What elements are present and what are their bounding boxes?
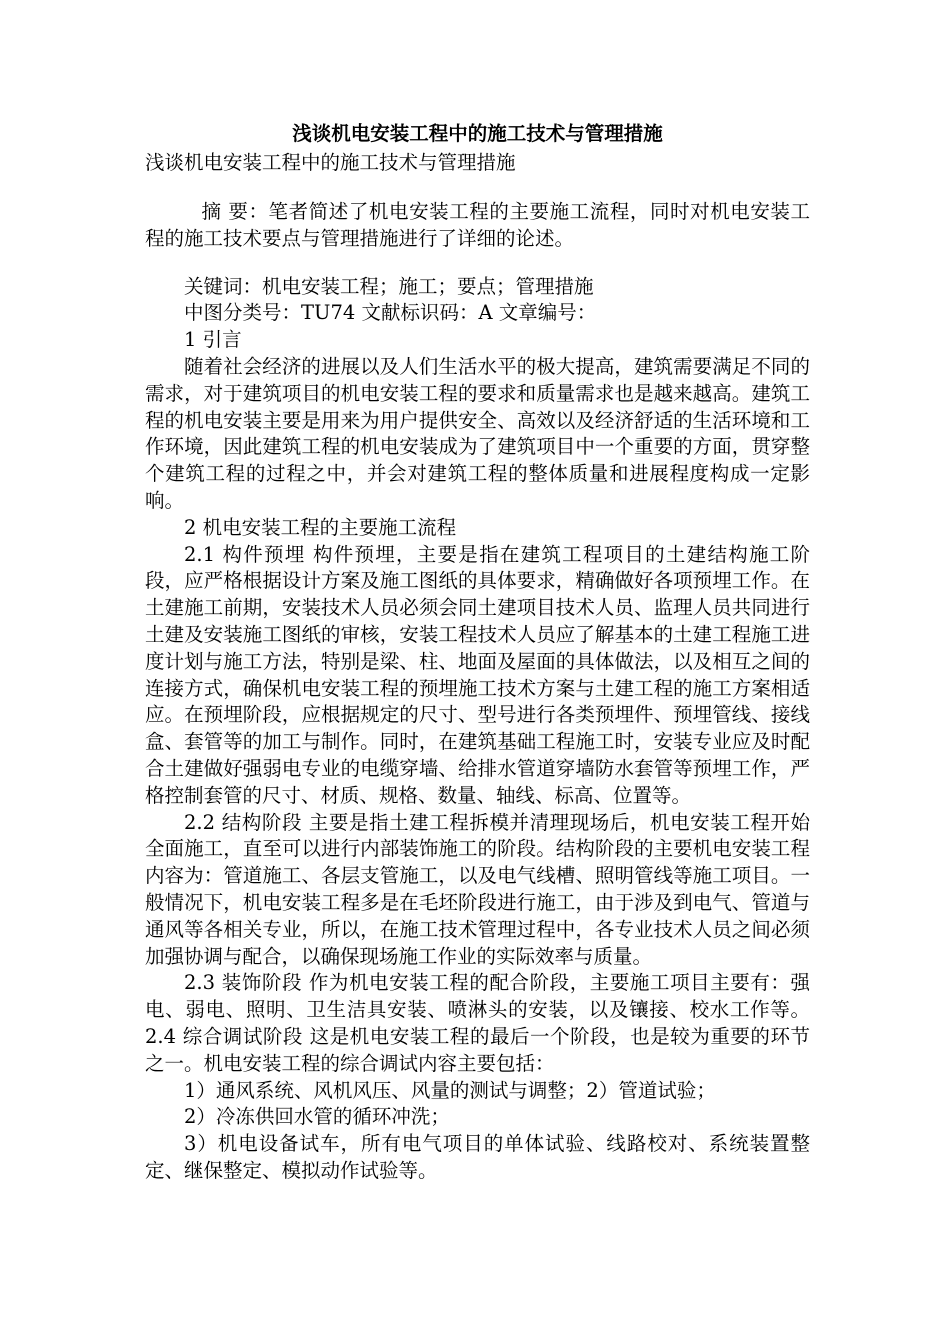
section1-heading: 1 引言 bbox=[184, 328, 242, 352]
list-item: 2）冷冻供回水管的循环冲洗； bbox=[184, 1105, 450, 1129]
list-item: 1）通风系统、风机风压、风量的测试与调整；2）管道试验； bbox=[184, 1078, 716, 1102]
section2-3-paragraph: 2.3 装饰阶段 作为机电安装工程的配合阶段，主要施工项目主要有：强电、弱电、照明、卫生洁具安装、喷淋头的安装，以及镶接、校水工作等。 2.4 综合调试阶段 这是机电安装工程的最后一个阶段，也是较为重要的环节之一。机电安装工程的综合调试内容主要包括： bbox=[145, 971, 810, 1075]
document-subtitle: 浅谈机电安装工程中的施工技术与管理措施 bbox=[145, 151, 516, 174]
document-title: 浅谈机电安装工程中的施工技术与管理措施 bbox=[292, 122, 663, 145]
list-item: 3）机电设备试车，所有电气项目的单体试验、线路校对、系统装置整定、继保整定、模拟动作试验等。 bbox=[145, 1132, 810, 1182]
keywords-line: 关键词：机电安装工程；施工；要点；管理措施 bbox=[184, 274, 594, 298]
document-page bbox=[145, 119, 810, 1185]
section1-body: 随着社会经济的进展以及人们生活水平的极大提高，建筑需要满足不同的需求，对于建筑项目的机电安装工程的要求和质量需求也是越来越高。建筑工程的机电安装主要是用来为用户提供安全、高效以及经济舒适的生活环境和工作环境，因此建筑工程的机电安装成为了建筑项目中一个重要的方面，贯穿整个建筑工程的过程之中，并会对建筑工程的整体质量和进展程度构成一定影响。 bbox=[145, 354, 810, 512]
classification-line: 中图分类号：TU74 文献标识码：A 文章编号： bbox=[184, 301, 597, 325]
abstract-paragraph: 摘 要：笔者简述了机电安装工程的主要施工流程，同时对机电安装工程的施工技术要点与管理措施进行了详细的论述。 bbox=[145, 200, 810, 250]
section2-2-paragraph: 2.2 结构阶段 主要是指土建工程拆模并清理现场后，机电安装工程开始全面施工，直至可以进行内部装饰施工的阶段。结构阶段的主要机电安装工程内容为：管道施工、各层支管施工，以及电气线槽、照明管线等施工项目。一般情况下，机电安装工程多是在毛坯阶段进行施工，由于涉及到电气、管道与通风等各相关专业，所以，在施工技术管理过程中，各专业技术人员之间必须加强协调与配合，以确保现场施工作业的实际效率与质量。 bbox=[145, 810, 810, 968]
section2-1-paragraph: 2.1 构件预埋 构件预埋，主要是指在建筑工程项目的土建结构施工阶段，应严格根据设计方案及施工图纸的具体要求，精确做好各项预埋工作。在土建施工前期，安装技术人员必须会同土建项目技术人员、监理人员共同进行土建及安装施工图纸的审核，安装工程技术人员应了解基本的土建工程施工进度计划与施工方法，特别是梁、柱、地面及屋面的具体做法，以及相互之间的连接方式，确保机电安装工程的预埋施工技术方案与土建工程的施工方案相适应。在预埋阶段，应根据规定的尺寸、型号进行各类预埋件、预埋管线、接线盒、套管等的加工与制作。同时，在建筑基础工程施工时，安装专业应及时配合土建做好强弱电专业的电缆穿墙、给排水管道穿墙防水套管等预埋工作，严格控制套管的尺寸、材质、规格、数量、轴线、标高、位置等。 bbox=[145, 542, 810, 807]
section2-heading: 2 机电安装工程的主要施工流程 bbox=[184, 515, 457, 539]
